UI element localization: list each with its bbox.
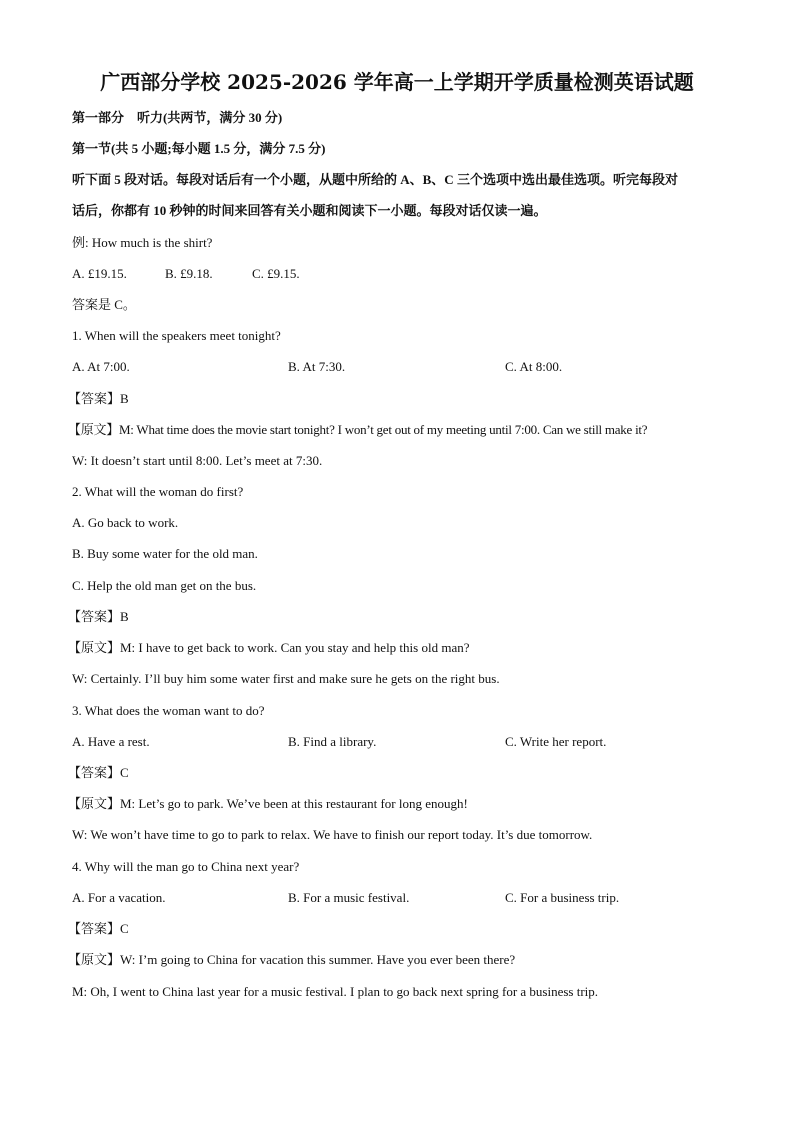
- question-2-transcript-1: 【原文】M: I have to get back to work. Can you stay and help this old man?: [68, 640, 470, 655]
- example-option-b: B. £9.18.: [165, 266, 213, 281]
- question-4-transcript-1: 【原文】W: I’m going to China for vacation this summer. Have you ever been there?: [68, 952, 516, 967]
- question-3-transcript-1: 【原文】M: Let’s go to park. We’ve been at this restaurant for long enough!: [68, 796, 468, 811]
- question-1: 1. When will the speakers meet tonight?: [72, 328, 281, 343]
- example-option-a: A. £19.15.: [72, 266, 127, 281]
- question-3-answer: 【答案】C: [68, 765, 129, 780]
- question-4-option-c: C. For a business trip.: [505, 890, 620, 905]
- question-1-option-c: C. At 8:00.: [505, 359, 563, 374]
- example-option-c: C. £9.15.: [252, 266, 300, 281]
- question-1-option-b: B. At 7:30.: [288, 359, 346, 374]
- question-4: 4. Why will the man go to China next year?: [72, 859, 300, 874]
- question-3-option-a: A. Have a rest.: [72, 734, 150, 749]
- question-4-option-b: B. For a music festival.: [288, 890, 410, 905]
- question-1-transcript-1: 【原文】M: What time does the movie start tonight? I won’t get out of my meeting until 7:00. Can we still make it?: [68, 422, 648, 437]
- page-title: 广西部分学校 2025-2026 学年高一上学期开学质量检测英语试题: [100, 70, 694, 94]
- question-4-transcript-2: M: Oh, I went to China last year for a music festival. I plan to go back next spring for a business trip.: [72, 984, 599, 999]
- example-answer: 答案是 C。: [72, 297, 136, 312]
- question-2-option-b: B. Buy some water for the old man.: [72, 546, 258, 561]
- question-2-answer: 【答案】B: [68, 609, 129, 624]
- section-heading: 第一节(共 5 小题;每小题 1.5 分，满分 7.5 分): [72, 141, 326, 156]
- question-1-option-a: A. At 7:00.: [72, 359, 130, 374]
- question-1-transcript-2: W: It doesn’t start until 8:00. Let’s meet at 7:30.: [72, 453, 323, 468]
- question-1-answer: 【答案】B: [68, 391, 129, 406]
- question-2: 2. What will the woman do first?: [72, 484, 244, 499]
- question-3-option-b: B. Find a library.: [288, 734, 377, 749]
- question-3: 3. What does the woman want to do?: [72, 703, 265, 718]
- question-2-transcript-2: W: Certainly. I’ll buy him some water first and make sure he gets on the right bus.: [72, 671, 500, 686]
- question-3-option-c: C. Write her report.: [505, 734, 607, 749]
- part-heading: 第一部分 听力(共两节，满分 30 分): [72, 110, 283, 125]
- question-2-option-a: A. Go back to work.: [72, 515, 179, 530]
- example-question: 例: How much is the shirt?: [72, 235, 213, 250]
- question-4-option-a: A. For a vacation.: [72, 890, 166, 905]
- instructions-line-1: 听下面 5 段对话。每段对话后有一个小题，从题中所给的 A、B、C 三个选项中选出最佳选项。听完每段对: [72, 172, 678, 187]
- question-4-answer: 【答案】C: [68, 921, 129, 936]
- question-3-transcript-2: W: We won’t have time to go to park to relax. We have to finish our report today. It’s due tomorrow.: [72, 827, 593, 842]
- instructions-line-2: 话后，你都有 10 秒钟的时间来回答有关小题和阅读下一小题。每段对话仅读一遍。: [72, 203, 547, 218]
- question-2-option-c: C. Help the old man get on the bus.: [72, 578, 257, 593]
